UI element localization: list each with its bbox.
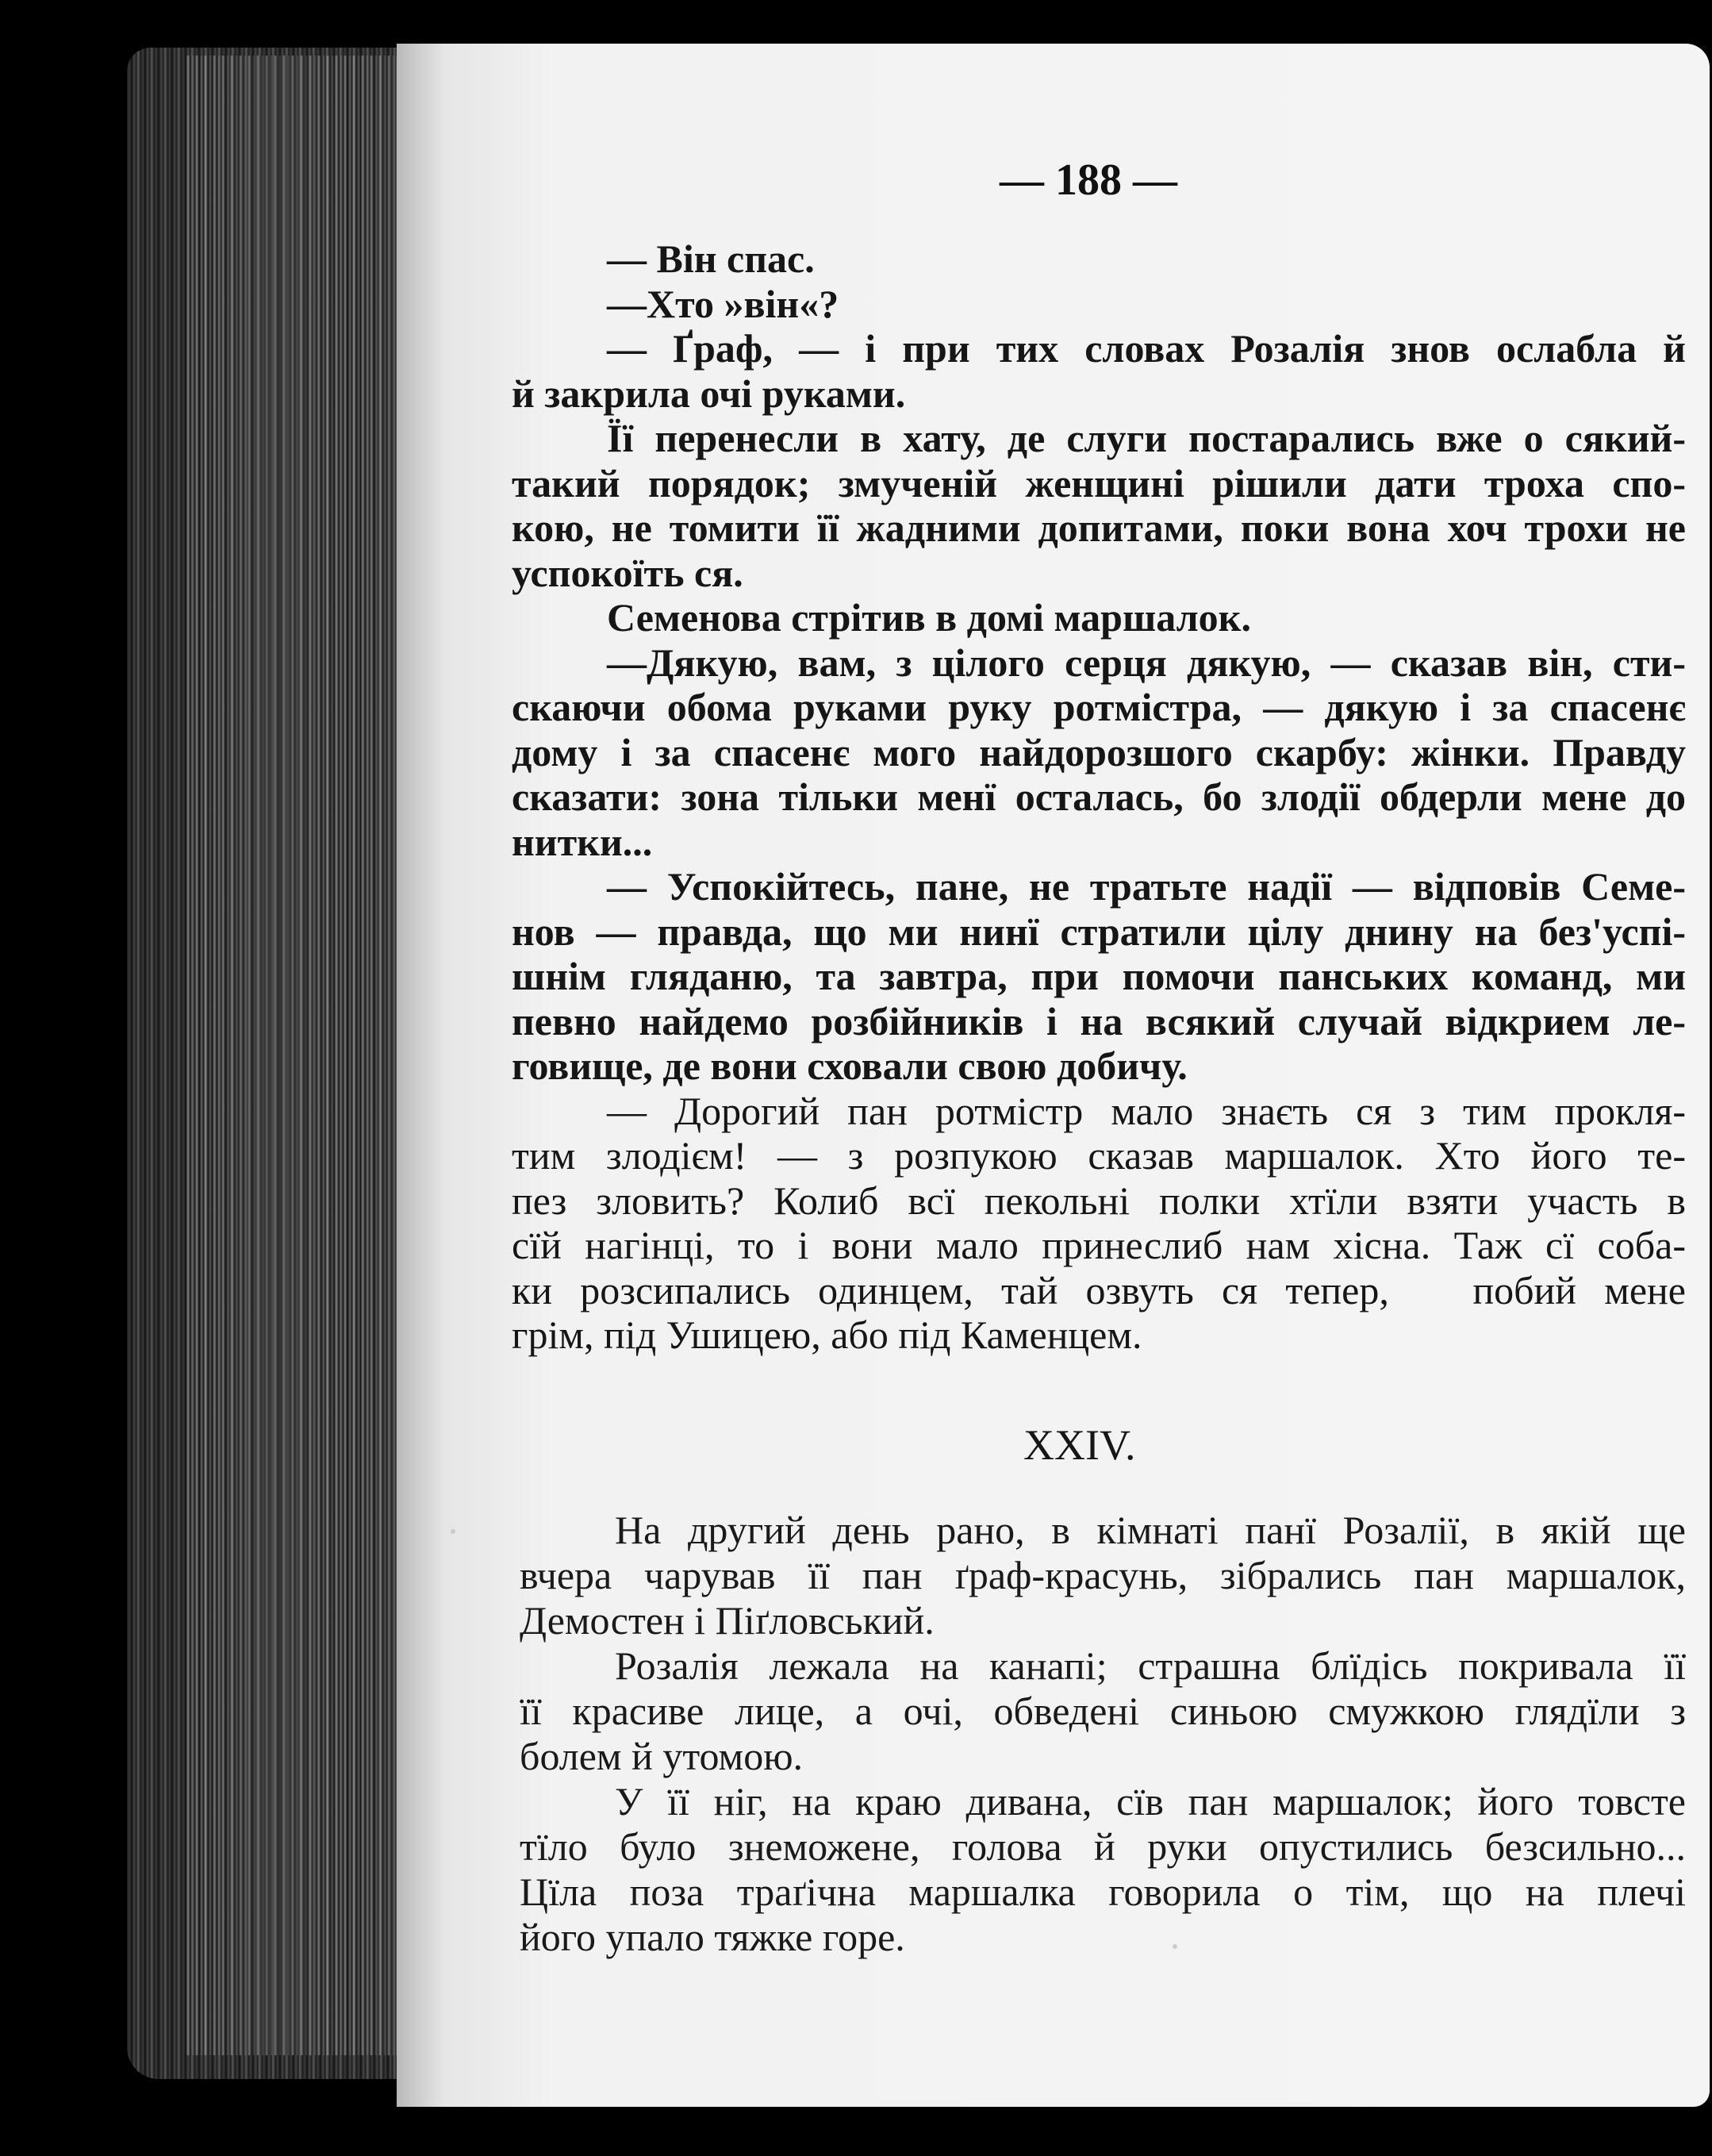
text-line: — Він спас.: [607, 236, 815, 281]
text-line: болем й утомою.: [520, 1734, 804, 1778]
text-line: сїй нагінці, то і вони мало принеслиб нам хісна. Таж сї соба-: [512, 1223, 1686, 1267]
text-line: скаючи обома руками руку ротмістра, — дякую і за спасенє: [512, 685, 1686, 729]
text-line: — Ґраф, — і при тих словах Розалія знов ослабла й: [607, 326, 1686, 371]
text-line: говище, де вони сховали свою добичу.: [512, 1043, 1188, 1088]
text-line: й закрила очі руками.: [512, 371, 906, 416]
text-line: кою, не томити її жадними допитами, поки вона хоч трохи не: [512, 505, 1686, 550]
text-line: його упало тяжке горе.: [520, 1915, 905, 1959]
text-line: Семенова стрітив в домі маршалок.: [607, 595, 1251, 640]
text-line: її красиве лице, а очі, обведені синьою смужкою глядїли з: [520, 1689, 1686, 1733]
text-line: На другий день рано, в кімнаті панї Розалії, в якій ще: [615, 1508, 1686, 1552]
page-number: — 188 —: [1000, 156, 1177, 205]
text-line: Демостен і Піґловський.: [520, 1598, 935, 1643]
text-line: дому і за спасенє мого найдорозшого скарбу: жінки. Правду: [512, 729, 1686, 774]
text-line: У її ніг, на краю дивана, сїв пан маршалок; його товсте: [615, 1779, 1686, 1824]
text-line: нов — правда, що ми нинї стратили цілу днину на без'успі-: [512, 909, 1686, 954]
text-line: ки розсипались одинцем, тай озвуть ся тепер, побий мене: [512, 1267, 1686, 1312]
text-line: тїло було знеможене, голова й руки опустились безсильно...: [520, 1824, 1686, 1869]
text-line: —Дякую, вам, з цілого серця дякую, — сказав він, сти-: [607, 640, 1686, 685]
text-line: Цїла поза траґічна маршалка говорила о тім, що на плечі: [520, 1870, 1686, 1914]
text-line: Розалія лежала на канапі; страшна блїдісь покривала її: [615, 1643, 1686, 1688]
text-line: грім, під Ушицею, або під Каменцем.: [512, 1312, 1142, 1357]
text-line: —Хто »він«?: [607, 281, 839, 326]
text-line: пез зловить? Колиб всї пекольні полки хтїли взяти участь в: [512, 1178, 1686, 1223]
text-line: тим злодієм! — з розпукою сказав маршалок. Хто його те-: [512, 1133, 1686, 1178]
page-edges-texture: [186, 56, 401, 2055]
text-section-1: [512, 236, 1686, 1358]
text-line: такий порядок; змученій женщині рішили дати троха спо-: [512, 460, 1686, 505]
text-section-2: [520, 1508, 1686, 1960]
dust-speck: [1173, 1944, 1177, 1949]
text-line: Її перенесли в хату, де слуги постарались вже о сякий-: [607, 416, 1686, 460]
text-line: сказати: зона тільки менї осталась, бо злодії обдерли мене до: [512, 774, 1686, 819]
text-line: нитки...: [512, 819, 653, 864]
text-line: певно найдемо розбійників і на всякий случай відкрием ле-: [512, 998, 1686, 1043]
dust-speck: [451, 1529, 455, 1534]
text-line: вчера чарував її пан ґраф-красунь, зібрались пан маршалок,: [520, 1553, 1686, 1597]
text-line: — Успокійтесь, пане, не тратьте надії — відповів Семе-: [607, 864, 1686, 909]
text-line: — Дорогий пан ротмістр мало знаєть ся з тим прокля-: [607, 1088, 1686, 1133]
chapter-heading: XXIV.: [1023, 1421, 1136, 1469]
text-line: успокоїть ся.: [512, 550, 743, 595]
text-line: шнім гляданю, та завтра, при помочи панських команд, ми: [512, 954, 1686, 998]
